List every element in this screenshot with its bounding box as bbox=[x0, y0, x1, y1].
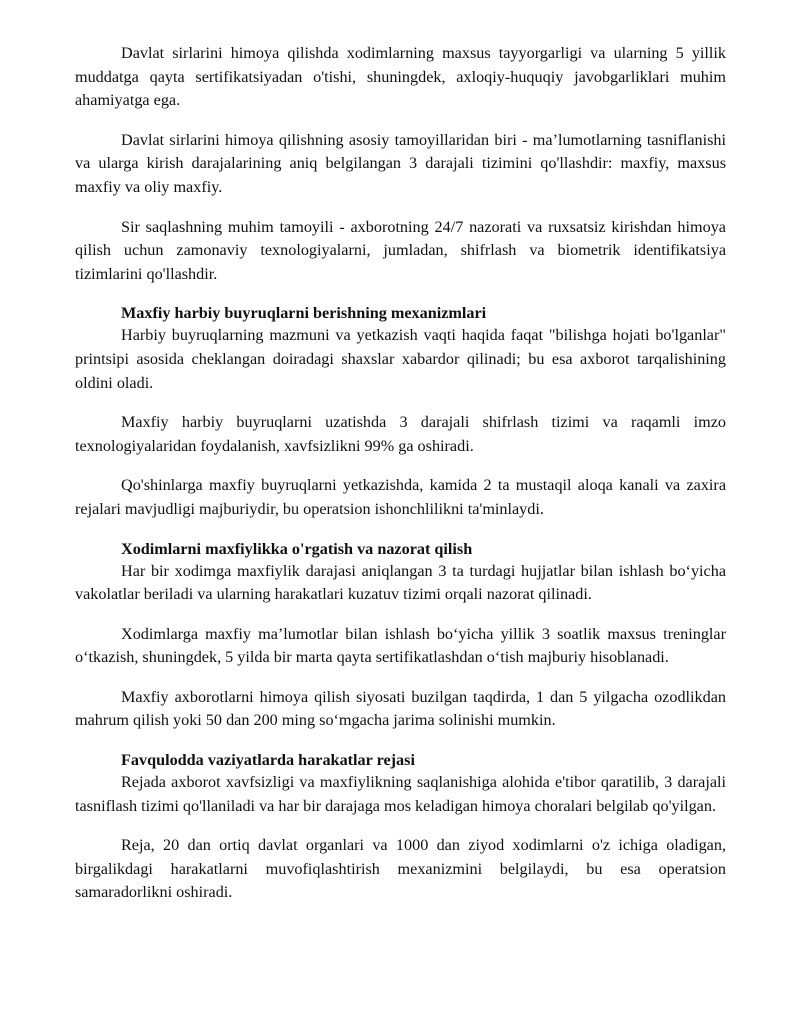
section2-paragraph-3: Maxfiy axborotlarni himoya qilish siyosati buzilgan taqdirda, 1 dan 5 yilgacha ozodlikdan mahrum qilish yoki 50 dan 200 ming so‘mgacha jarima solinishi mumkin. bbox=[75, 687, 726, 730]
section-heading-staff-training: Xodimlarni maxfiylikka o'rgatish va nazorat qilish bbox=[121, 539, 473, 558]
document-page bbox=[75, 42, 726, 921]
section-heading-military-orders: Maxfiy harbiy buyruqlarni berishning mexanizmlari bbox=[121, 304, 487, 323]
section-heading-emergency-plan: Favqulodda vaziyatlarda harakatlar rejasi bbox=[121, 751, 415, 770]
section1-paragraph-1: Harbiy buyruqlarning mazmuni va yetkazish vaqti haqida faqat "bilishga hojati bo'lganlar" printsipi asosida cheklangan doiradagi shaxslar xabardor qilinadi; bu esa axborot tarqalishining oldini oladi. bbox=[75, 326, 726, 392]
section1-paragraph-2: Maxfiy harbiy buyruqlarni uzatishda 3 darajali shifrlash tizimi va raqamli imzo texnologiyalaridan foydalanish, xavfsizlikni 99% ga oshiradi. bbox=[75, 413, 726, 455]
intro-paragraph-3: Sir saqlashning muhim tamoyili - axborotning 24/7 nazorati va ruxsatsiz kirishdan himoya qilish uchun zamonaviy texnologiyalarni, jumladan, shifrlash va biometrik identifikatsiya tizimlarini qo'llashdir. bbox=[75, 217, 726, 283]
section3-paragraph-2: Reja, 20 dan ortiq davlat organlari va 1000 dan ziyod xodimlarni o'z ichiga oladigan, birgalikdagi harakatlarni muvofiqlashtirish mexanizmini belgilaydi, bu esa operatsion samaradorlikni oshiradi. bbox=[75, 836, 726, 902]
section2-paragraph-1: Har bir xodimga maxfiylik darajasi aniqlangan 3 ta turdagi hujjatlar bilan ishlash bo‘yicha vakolatlar beriladi va ularning harakatlari kuzatuv tizimi orqali nazorat qilinadi. bbox=[75, 561, 726, 604]
section1-paragraph-3: Qo'shinlarga maxfiy buyruqlarni yetkazishda, kamida 2 ta mustaqil aloqa kanali va zaxira rejalari mavjudligi majburiydir, bu operatsion ishonchlilikni ta'minlaydi. bbox=[75, 476, 726, 518]
intro-paragraph-1: Davlat sirlarini himoya qilishda xodimlarning maxsus tayyorgarligi va ularning 5 yillik muddatga qayta sertifikatsiyadan o'tishi, shuningdek, axloqiy-huquqiy javobgarliklari muhim ahamiyatga ega. bbox=[75, 44, 726, 110]
section3-paragraph-1: Rejada axborot xavfsizligi va maxfiylikning saqlanishiga alohida e'tibor qaratilib, 3 darajali tasniflash tizimi qo'llaniladi va har bir darajaga mos keladigan himoya choralari belgilab qo'yilgan. bbox=[75, 773, 726, 815]
intro-paragraph-2: Davlat sirlarini himoya qilishning asosiy tamoyillaridan biri - ma’lumotlarning tasniflanishi va ularga kirish darajalarining aniq belgilangan 3 darajali tizimini qo'llashdir: maxfiy, maxsus maxfiy va oliy maxfiy. bbox=[75, 130, 726, 196]
section2-paragraph-2: Xodimlarga maxfiy ma’lumotlar bilan ishlash bo‘yicha yillik 3 soatlik maxsus treninglar o‘tkazish, shuningdek, 5 yilda bir marta qayta sertifikatlashdan o‘tish majburiy hisoblanadi. bbox=[75, 624, 726, 667]
